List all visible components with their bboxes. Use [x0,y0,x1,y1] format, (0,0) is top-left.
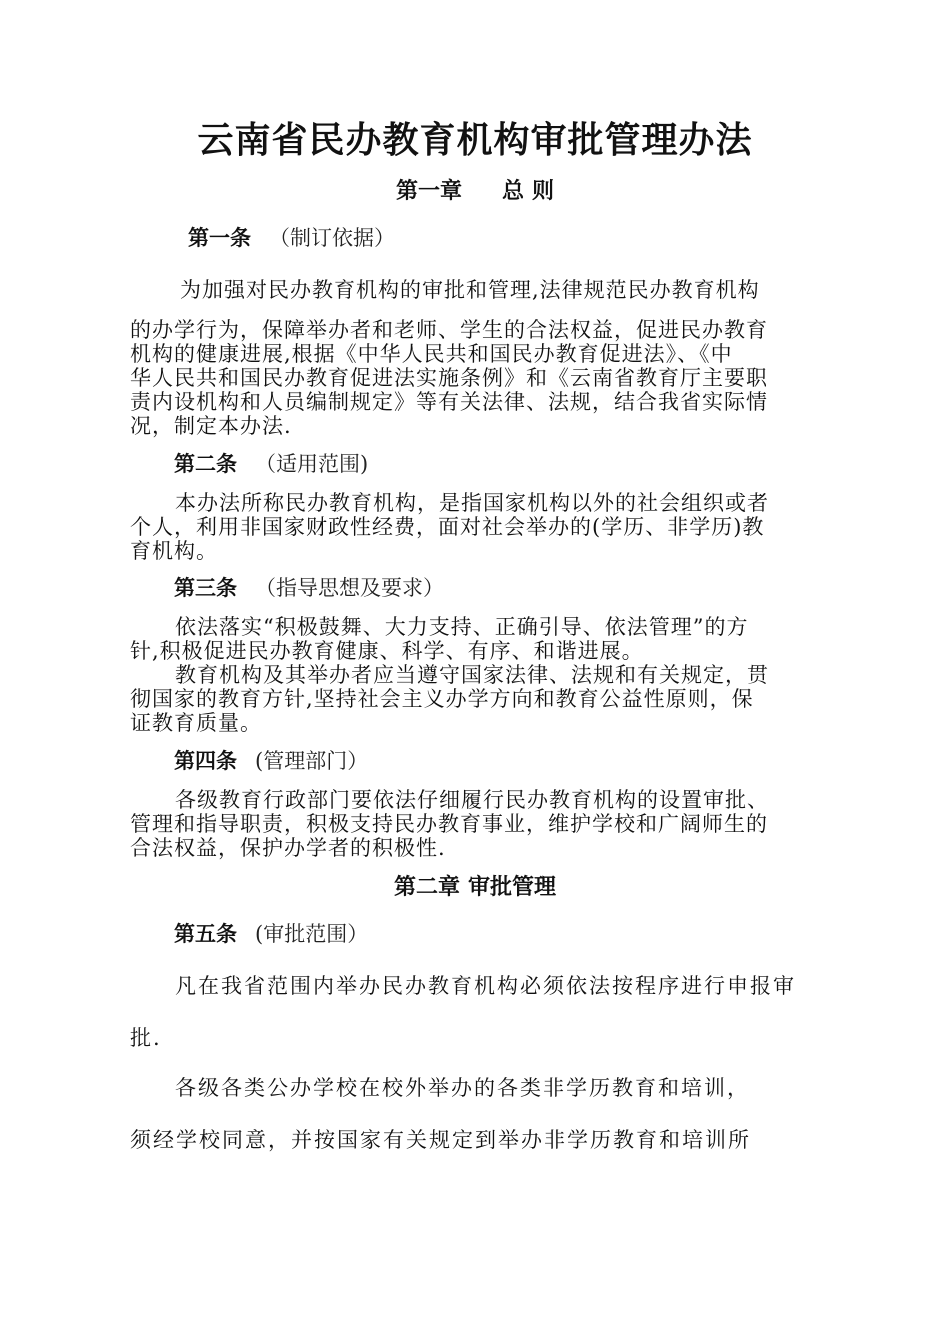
article-3-line: 证教育质量。 [130,711,262,735]
article-3-heading [174,572,444,602]
chapter-2-heading [0,870,950,901]
chapter-2-number: 第二章 [393,875,460,900]
article-4-subject: (管理部门） [255,749,369,773]
chapter-1-name-a: 总 [501,179,524,204]
article-5-line: 须经学校同意，并按国家有关规定到举办非学历教育和培训所 [130,1128,751,1152]
article-1-line: 机构的健康进展,根据《中华人民共和国民办教育促进法》、《中 [130,342,733,366]
chapter-1-name-b: 则 [532,179,555,204]
article-3-subject: （指导思想及要求） [255,576,444,600]
article-2-subject: （适用范围) [255,452,369,476]
article-3-line: 彻国家的教育方针,坚持社会主义办学方向和教育公益性原则，保 [130,687,754,711]
article-4-line: 管理和指导职责，积极支持民办教育事业，维护学校和广阔师生的 [130,812,768,836]
article-4-heading [174,745,368,775]
article-3-line: 针,积极促进民办教育健康、科学、有序、和谐进展。 [130,639,644,663]
article-2-line: 育机构。 [130,539,218,563]
article-2-line: 本办法所称民办教育机构，是指国家机构以外的社会组织或者 [175,491,769,515]
article-3-line: 教育机构及其举办者应当遵守国家法律、法规和有关规定，贯 [175,663,769,687]
article-1-line: 华人民共和国民办教育促进法实施条例》和《云南省教育厅主要职 [130,366,768,390]
article-4-number: 第四条 [174,749,237,773]
article-5-line: 凡在我省范围内举办民办教育机构必须依法按程序进行申报审 [175,974,796,998]
article-5-line: 各级各类公办学校在校外举办的各类非学历教育和培训， [175,1076,750,1100]
article-2-line: 个人，利用非国家财政性经费，面对社会举办的(学历、非学历)教 [130,515,765,539]
article-1-heading [188,222,395,252]
article-1-line: 况，制定本办法. [130,414,292,438]
article-1-subject: （制订依据） [269,226,395,250]
article-2-number: 第二条 [174,452,237,476]
chapter-1-number: 第一章 [395,179,462,204]
chapter-1-heading [0,174,950,205]
article-5-number: 第五条 [174,922,237,946]
article-3-number: 第三条 [174,576,237,600]
article-1-line: 为加强对民办教育机构的审批和管理,法律规范民办教育机构 [180,278,760,302]
article-4-line: 合法权益，保护办学者的积极性. [130,836,446,860]
article-5-heading [174,918,368,948]
article-5-line: 批. [130,1026,162,1050]
article-4-line: 各级教育行政部门要依法仔细履行民办教育机构的设置审批、 [175,788,769,812]
document-title: 云南省民办教育机构审批管理办法 [197,120,753,161]
article-1-line: 的办学行为，保障举办者和老师、学生的合法权益，促进民办教育 [130,318,768,342]
article-5-subject: (审批范围） [255,922,369,946]
article-2-heading [174,448,368,478]
chapter-2-name: 审批管理 [468,875,557,900]
article-3-line: 依法落实“积极鼓舞、大力支持、正确引导、依法管理”的方 [175,615,749,639]
article-1-number: 第一条 [188,226,251,250]
article-1-line: 责内设机构和人员编制规定》等有关法律、法规，结合我省实际情 [130,390,768,414]
